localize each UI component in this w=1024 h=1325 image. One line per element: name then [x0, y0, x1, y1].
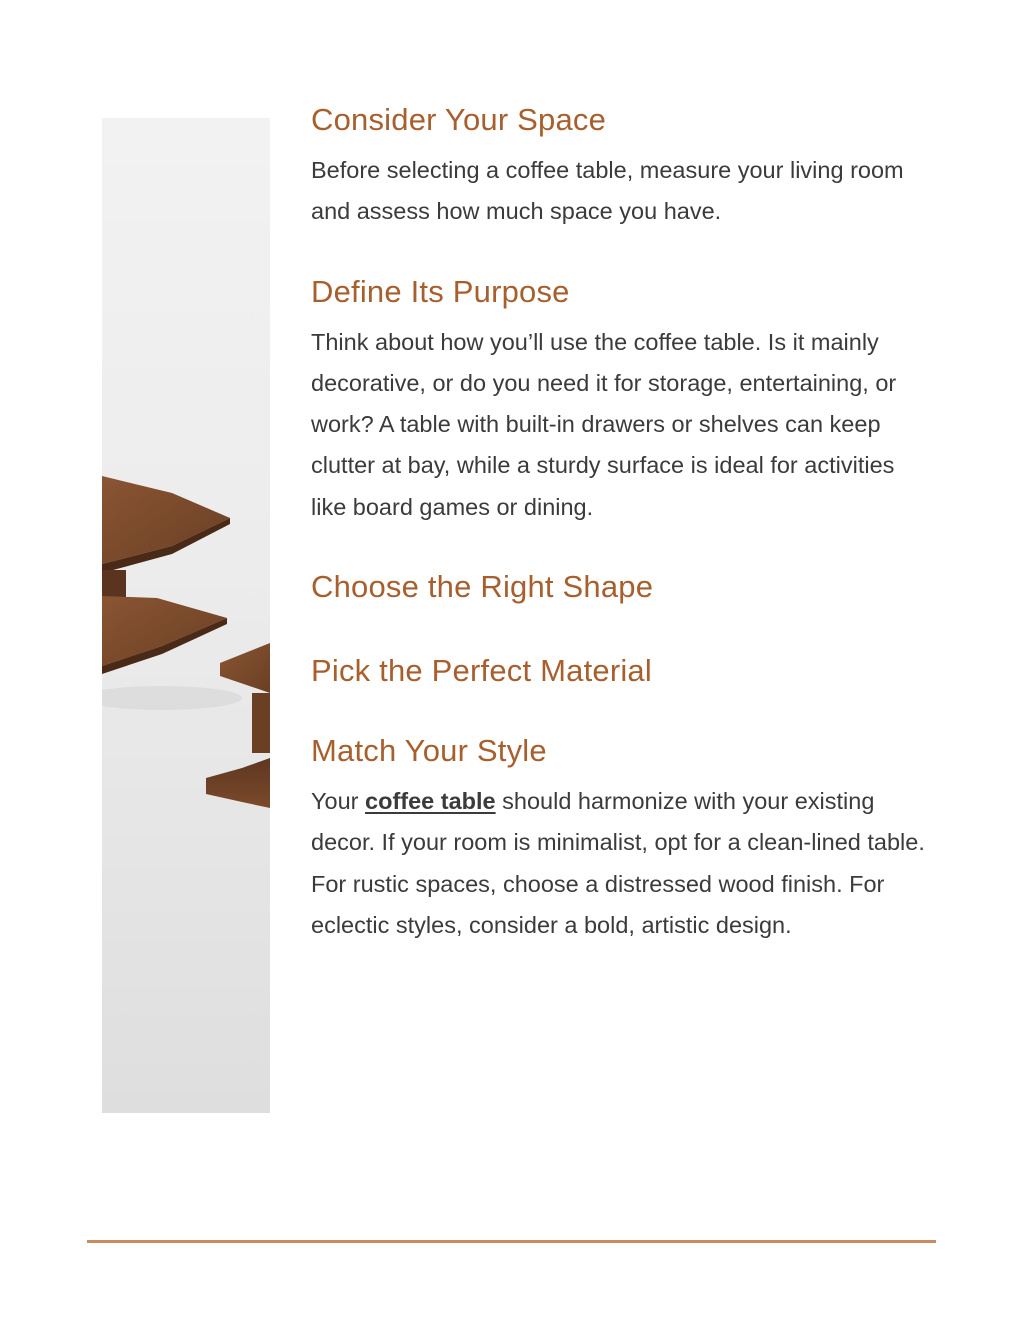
small-table-top — [220, 643, 270, 693]
section-body: Before selecting a coffee table, measure your living room and assess how much space you have. — [311, 157, 904, 225]
section-pick-material — [311, 649, 951, 693]
section-heading: Consider Your Space — [311, 102, 607, 137]
coffee-table-link[interactable]: coffee table — [365, 788, 496, 815]
body-text-after-link: should harmonize with your existing decor. If your room is minimalist, opt for a clean-lined table. For rustic spaces, choose a distressed wood finish. For eclectic styles, consider a bold, artistic design. — [311, 788, 925, 938]
footer-divider — [87, 1240, 936, 1243]
article-content — [311, 98, 951, 946]
table-shadow — [102, 686, 242, 710]
coffee-table-photo — [102, 118, 270, 1113]
wooden-tables-illustration — [102, 118, 270, 1113]
section-define-purpose — [311, 270, 951, 528]
section-heading: Match Your Style — [311, 733, 547, 769]
small-table-shelf — [206, 758, 270, 808]
section-consider-space — [311, 98, 951, 233]
section-heading: Choose the Right Shape — [311, 569, 654, 605]
section-choose-shape — [311, 565, 951, 609]
small-table-body — [252, 693, 270, 753]
body-text-before-link: Your — [311, 788, 366, 815]
section-body: Think about how you’ll use the coffee table. Is it mainly decorative, or do you need it for storage, entertaining, or work? A table with built-in drawers or shelves can keep clutter at bay, while a sturdy surface is ideal for activities like board games or dining. — [311, 328, 897, 520]
section-match-style — [311, 729, 951, 946]
section-body — [311, 781, 931, 946]
section-heading: Define Its Purpose — [311, 273, 570, 309]
section-heading: Pick the Perfect Material — [311, 653, 652, 689]
